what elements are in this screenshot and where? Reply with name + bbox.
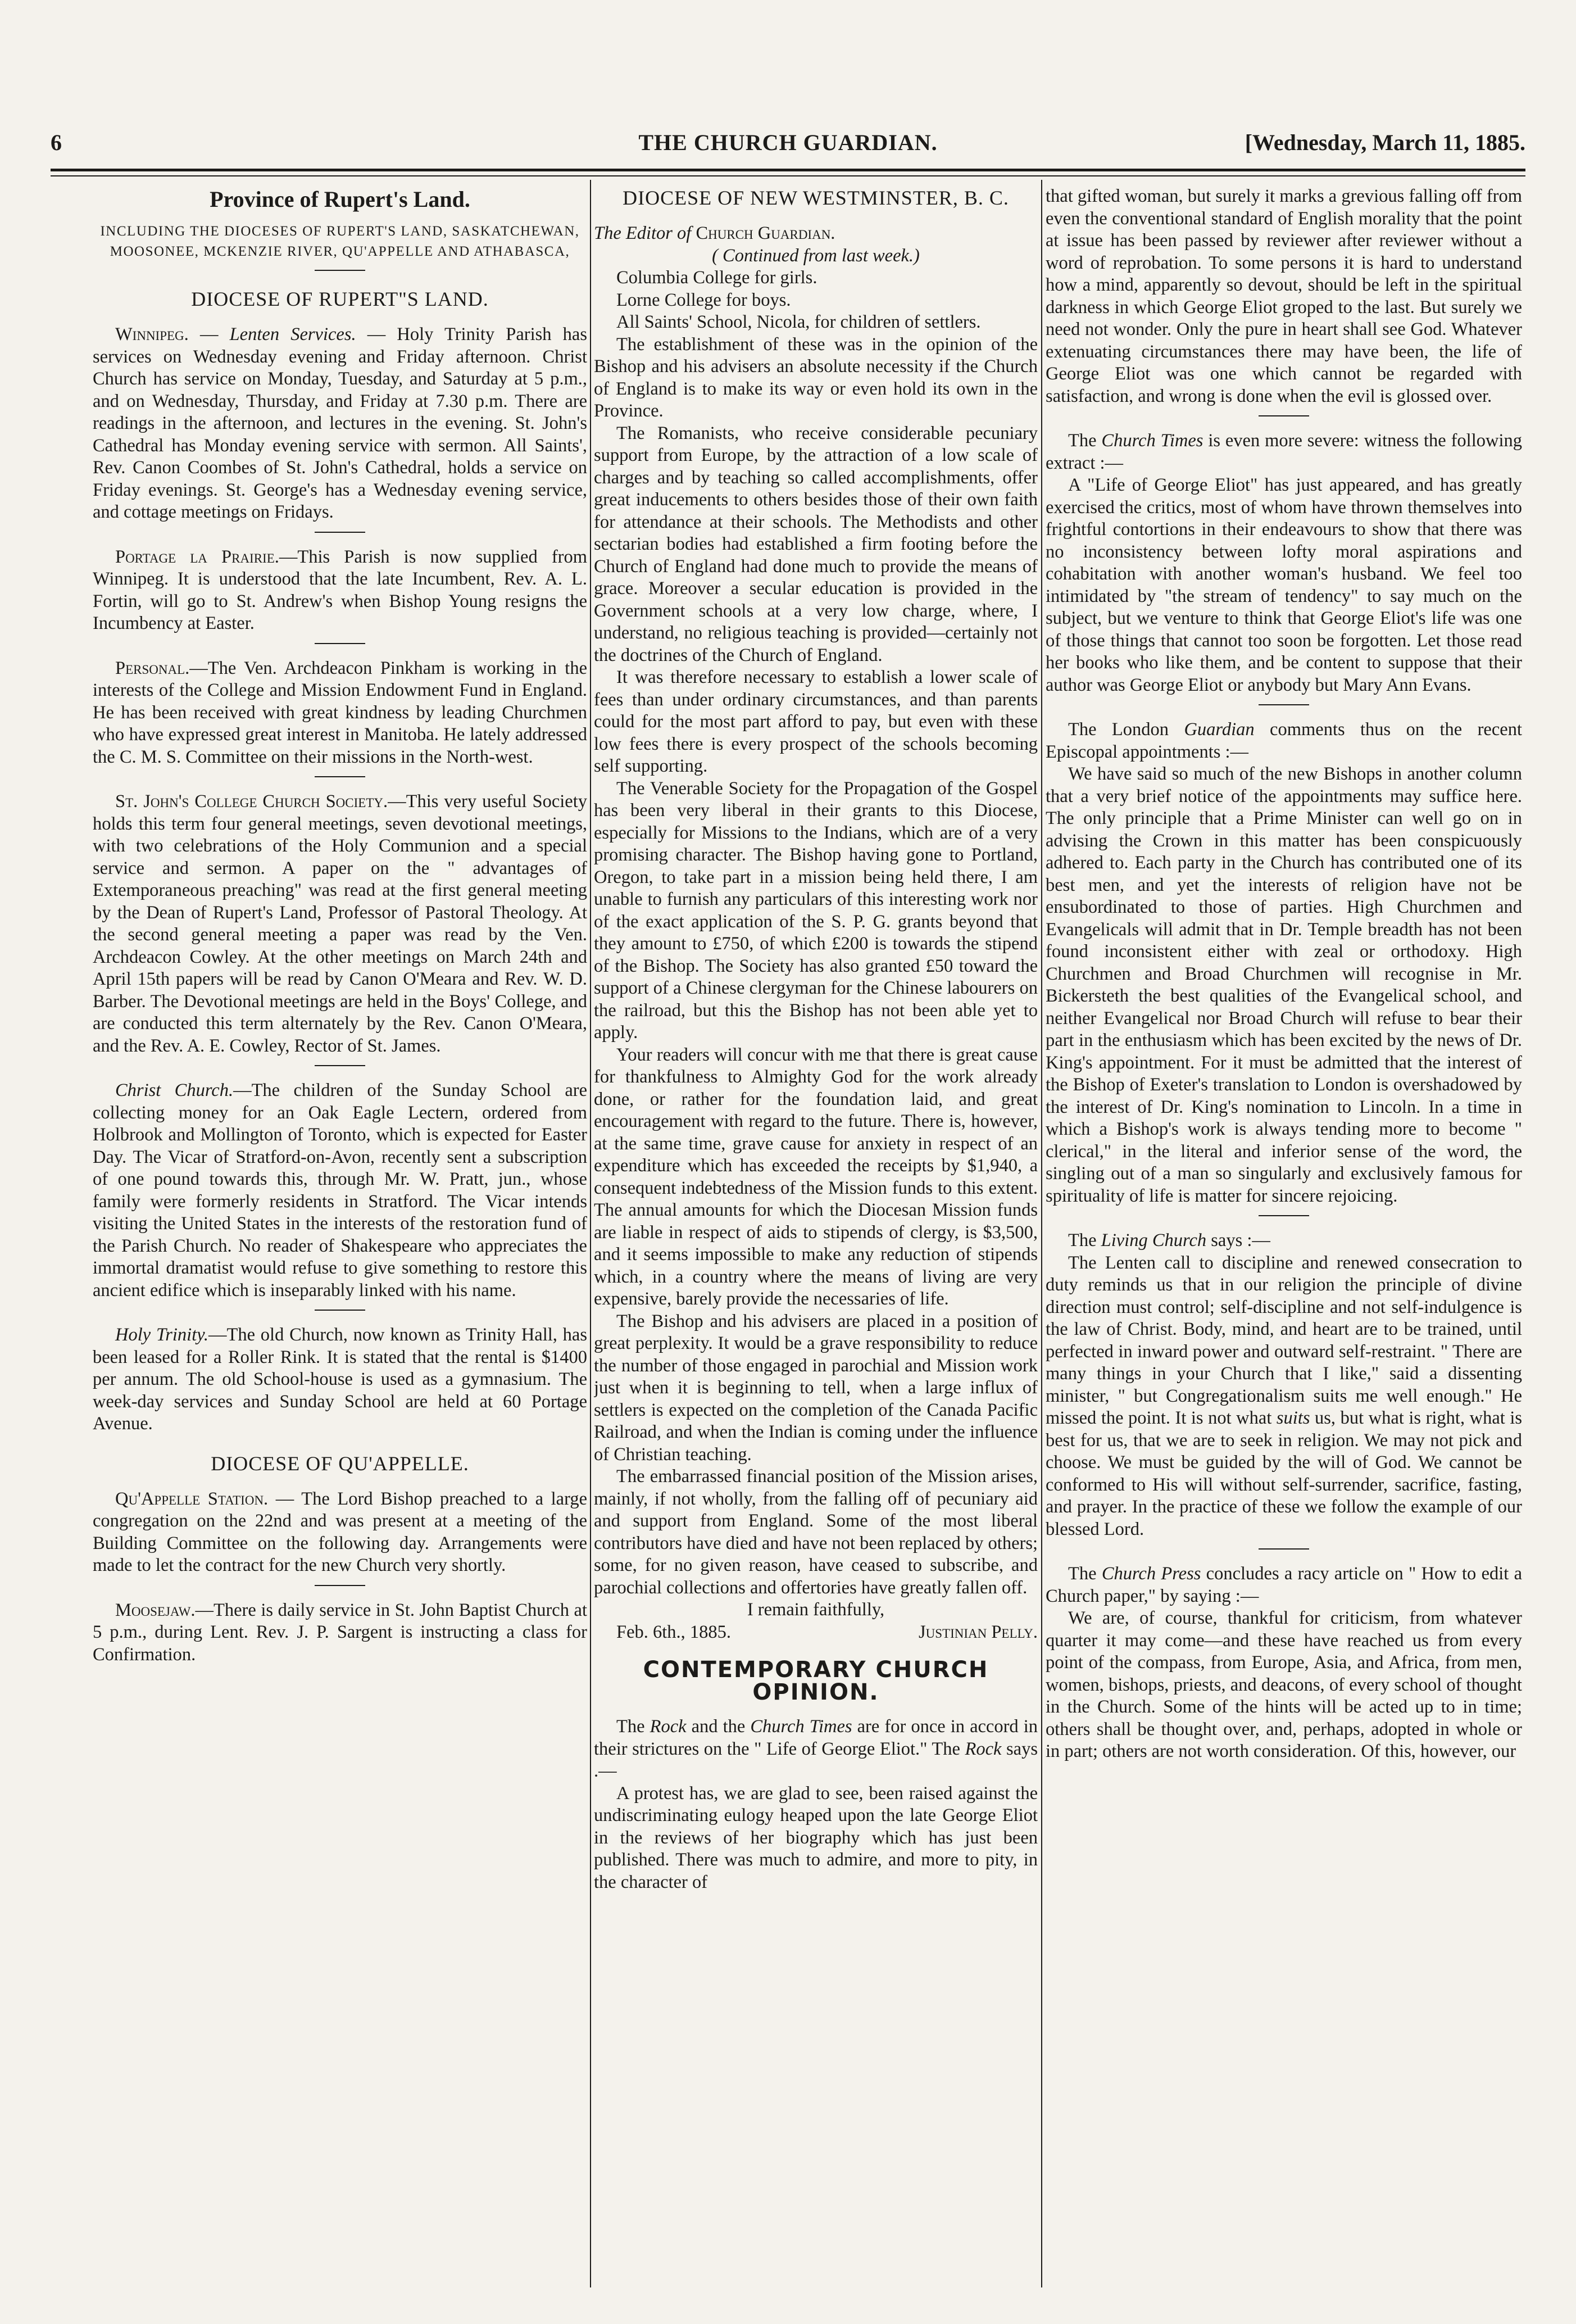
article-paragraph: A "Life of George Eliot" has just appeared, and has greatly exercised the critics, most of whom have thrown themselves into frightful contortions in their endeavours to show that there was no inconsistency between lofty moral aspirations and cohabitation with another woman's husband. We feel too intimidated by "the stream of tendency" to say much on the subject, but we venture to think that George Eliot's life was one of those things that cannot too soon be forgotten. Let those read her books who like them, and be content to suppose that their author was George Eliot or anybody but Mary Ann Evans. [1046,475,1522,695]
article-paragraph: The Living Church says :— [1068,1230,1270,1251]
divider [315,1585,365,1586]
article-paragraph: St. John's College Church Society.—This very useful Society holds this term four general meetings, seven devotional meetings, with two celebrations of the Holy Communion and a special service and sermon. A paper on the " advantages of Extemporaneous preaching" was read at the first general meeting by the Dean of Rupert's Land, Professor of Pastoral Theology. At the second general meeting a paper was read by the Ven. Archdeacon Cowley. At the other meetings on March 24th and April 15th papers will be read by Canon O'Meara and Rev. W. D. Barber. The Devotional meetings are held in the Boys' College, and are conducted this term alternately by the Rev. Canon O'Meara, and the Rev. A. E. Cowley, Rector of St. James. [93,791,587,1056]
closing-line: I remain faithfully, [747,1600,885,1620]
section-heading: Province of Rupert's Land. [210,187,470,212]
list-item: All Saints' School, Nicola, for children of settlers. [616,312,981,332]
diocese-heading: DIOCESE OF QU'APPELLE. [211,1452,469,1475]
divider [1259,1548,1309,1550]
article-paragraph: We have said so much of the new Bishops in another column that a very brief notice of the appointments may suffice here. The only principle that a Prime Minister can well go on in advising the Crown in this matter has been conspicuously adhered to. Each party in the Church has contributed one of its best men, and yet the interests of religion have not be ensubordinated to those of parties. High Churchmen and Evangelicals will admit that in Dr. Temple breadth has not been found inconsistent either with zeal or orthodoxy. High Churchmen and Broad Churchmen will recognise in Mr. Bickersteth the best qualities of the Evangelical school, and neither Evangelical nor Broad Church will refuse to bear their part in the enthusiasm which has been excited by the news of Dr. King's appointment. For it must be admitted that the interest of the Bishop of Exeter's translation to London is overshadowed by the interest of Dr. King's nomination to Lincoln. In a time in which a Bishop's work is always tending more to become " clerical," in the literal and inferior sense of the word, the singling out of a man so singularly and exclusively famous for spirituality of life is matter for sincere rejoicing. [1046,764,1522,1206]
article-paragraph: Christ Church.—The children of the Sunday School are collecting money for an Oak Eagle Lectern, ordered from Holbrook and Mollington of Toronto, which is expected for Easter Day. The Vicar of Stratford-on-Avon, recently sent a subscription of one pound towards this, through Mr. W. Pratt, jun., whose family were formerly residents in Stratford. The Vicar intends visiting the United States in the interests of the restoration fund of the Parish Church. No reader of Shakespeare who appreciates the immortal dramatist would refuse to give something to restore this ancient edifice which is inseparably linked with his name. [93,1080,587,1301]
article-paragraph: It was therefore necessary to establish a lower scale of fees than under ordinary circumstances, and than parents could for the most part afford to pay, but even with these low fees there is every prospect of the schools becoming self supporting. [594,667,1038,776]
article-paragraph: The Bishop and his advisers are placed in a position of great perplexity. It would be a grave responsibility to reduce the number of those engaged in parochial and Mission work just when it is beginning to tell, when a large influx of settlers is expected on the completion of the Canada Pacific Railroad, and when the Indian is coming under the influence of Christian teaching. [594,1311,1038,1465]
section-subheading: INCLUDING THE DIOCESES OF RUPERT'S LAND, SASKATCHEWAN, MOOSONEE, MCKENZIE RIVER, QU'APPELLE AND ATHABASCA, [100,224,580,259]
article-paragraph: Qu'Appelle Station. — The Lord Bishop preached to a large congregation on the 22nd and was present at a meeting of the Building Committee on the following day. Arrangements were made to let the contract for the new Church very shortly. [93,1488,587,1575]
article-paragraph: that gifted woman, but surely it marks a grevious falling off from even the conventional standard of English morality that the point at issue has been passed by reviewer after reviewer without a word of reprobation. To some persons it is hard to understand how a mind, apparently so devout, should be left in the spiritual darkness in which George Eliot groped to the last. But surely we need not wonder. Only the pure in heart shall see God. Whatever extenuating circumstances there may have been, the life of George Eliot was one which cannot be regarded with satisfaction, and wrong is done when the evil is glossed over. [1046,186,1522,406]
article-paragraph: The London Guardian comments thus on the recent Episcopal appointments :— [1046,719,1522,762]
article-paragraph: The establishment of these was in the opinion of the Bishop and his advisers an absolute necessity if the Church of England is to make its way or even hold its own in the Province. [594,334,1038,421]
signature-date: Feb. 6th., 1885. [616,1621,732,1642]
article-paragraph: The Lenten call to discipline and renewed consecration to duty reminds us that in our religion the principle of divine direction must control; self-discipline and not self-indulgence is the law of Christ. Body, mind, and heart are to be trained, until perfected in inward power and outward self-restraint. " There are many things in your Church that I like," said a dissenting minister, " but Congregationalism suits me well enough." He missed the point. It is not what suits us, but what is right, what is best for us, that we are to seek in religion. We may not pick and choose. We must be guided by the will of God. We cannot be conformed to His will without self-surrender, sacrifice, fasting, and prayer. In the practice of these we follow the example of our blessed Lord. [1046,1252,1522,1539]
page-number: 6 [51,130,62,155]
masthead [51,129,1525,169]
column-1 [93,185,587,2287]
section-heading: CONTEMPORARY CHURCH OPINION. [643,1657,989,1705]
article-paragraph: The Venerable Society for the Propagation of the Gospel has been very liberal in their grants to this Diocese, especially for Missions to the Indians, which are of a very promising character. The Bishop having gone to Portland, Oregon, to take part in a mission being held there, I am unable to furnish any particulars of this interesting work nor of the exact application of the S. P. G. grants beyond that they amount to £750, of which £200 is towards the stipend of the Bishop. The Society has also granted £50 toward the support of a Chinese clergyman for the Chinese labourers on the railroad, but this the Bishop has not been able yet to apply. [594,778,1038,1043]
newspaper-title: THE CHURCH GUARDIAN. [638,130,938,155]
article-paragraph: The Church Press concludes a racy article on " How to edit a Church paper," by saying :— [1046,1564,1522,1606]
article-paragraph: Winnipeg. — Lenten Services. — Holy Trinity Parish has services on Wednesday evening and Friday afternoon. Christ Church has service on Monday, Tuesday, and Saturday at 5 p.m., and on Wednesday, Thursday, and Friday at 7.30 p.m. There are readings in the afternoon, and lectures in the evening. St. John's Cathedral has Monday evening service with sermon. All Saints', Rev. Canon Coombes of St. John's Cathedral, holds a service on Friday evenings. St. George's has a Wednesday evening service, and cottage meetings on Fridays. [93,324,587,522]
divider [1259,704,1309,705]
divider [315,532,365,533]
article-paragraph: The Rock and the Church Times are for once in accord in their strictures on the " Life of George Eliot." The Rock says .— [594,1716,1038,1781]
divider [315,1065,365,1066]
divider [1259,1215,1309,1216]
article-paragraph: Moosejaw.—There is daily service in St. John Baptist Church at 5 p.m., during Lent. Rev. J. P. Sargent is instructing a class for Confirmation. [93,1600,587,1665]
header-rule [51,169,1525,176]
article-paragraph: A protest has, we are glad to see, been raised against the undiscriminating eulogy heaped upon the late George Eliot in the reviews of her biography which has just been published. There was much to admire, and more to pity, in the character of [594,1783,1038,1892]
signature-line [594,1621,1038,1644]
article-paragraph: Your readers will concur with me that there is great cause for thankfulness to Almighty God for the work already done, or rather for the foundation laid, and great encouragement with regard to the future. There is, however, at the same time, grave cause for anxiety in respect of an expenditure which has exceeded the receipts by $1,940, a consequent indebtedness of the Mission funds to this extent. The annual amounts for which the Diocesan Mission funds are liable in respect of aids to stipends of clergy, is $3,500, and it seems impossible to make any reduction of stipends which, in a country where the means of living are very expensive, barely provide the necessaries of life. [594,1044,1038,1309]
continued-note: ( Continued from last week.) [712,245,920,266]
article-paragraph: We are, of course, thankful for criticism, from whatever quarter it may come—and these have reached us from every point of the compass, from Europe, Asia, and Africa, from men, women, bishops, priests, and deacons, of every school of thought in the Church. Some of the hints will be acted up to in time; others shall be thought over, and, perhaps, adopted in whole or in part; others are not worth consideration. Of this, however, our [1046,1608,1522,1761]
article-paragraph: Holy Trinity.—The old Church, now known as Trinity Hall, has been leased for a Roller Rink. It is stated that the rental is $1400 per annum. The old School-house is used as a gymnasium. The week-day services and Sunday School are held at 60 Portage Avenue. [93,1325,587,1434]
divider [315,643,365,644]
diocese-heading: DIOCESE OF NEW WESTMINSTER, B. C. [623,187,1009,209]
column-3 [1046,185,1522,2287]
list-item: Lorne College for boys. [616,289,791,310]
diocese-heading: DIOCESE OF RUPERT"S LAND. [191,288,489,310]
column-divider [1041,180,1042,2287]
divider [1259,415,1309,416]
column-divider [590,180,591,2287]
article-paragraph: Portage la Prairie.—This Parish is now supplied from Winnipeg. It is understood that the late Incumbent, Rev. A. L. Fortin, will go to St. Andrew's when Bishop Young resigns the Incumbency at Easter. [93,546,587,633]
article-paragraph: Personal.—The Ven. Archdeacon Pinkham is working in the interests of the College and Mission Endowment Fund in England. He has been received with great kindness by leading Churchmen who have expressed great interest in Manitoba. He lately addressed the C. M. S. Committee on their missions in the North-west. [93,658,587,767]
article-paragraph: The embarrassed financial position of the Mission arises, mainly, if not wholly, from the falling off of pecuniary aid and support from England. Some of the most liberal contributors have died and have not been replaced by others; some, for no given reason, have ceased to subscribe, and parochial collections and offertories have greatly fallen off. [594,1466,1038,1598]
list-item: Columbia College for girls. [616,268,817,288]
signature-name: Justinian Pelly. [918,1621,1038,1642]
article-paragraph: The Romanists, who receive considerable pecuniary support from Europe, by the attraction of a low scale of charges and by teaching so called accomplishments, offer great inducements to others besides those of their own faith for attendance at their schools. The Methodists and other sectarian bodies had established a firm footing before the Church of England had done much to provide the means of grace. Moreover a secular education is provided in the Government schools at a very low charge, where, I understand, no religious teaching is provided—certainly not the doctrines of the Church of England. [594,423,1038,665]
divider [315,270,365,271]
letter-address: The Editor of Church Guardian. [594,223,835,243]
article-paragraph: The Church Times is even more severe: witness the following extract :— [1046,431,1522,473]
column-2 [594,185,1038,2287]
issue-date: [Wednesday, March 11, 1885. [1245,130,1525,155]
divider [315,776,365,777]
divider [315,1310,365,1311]
